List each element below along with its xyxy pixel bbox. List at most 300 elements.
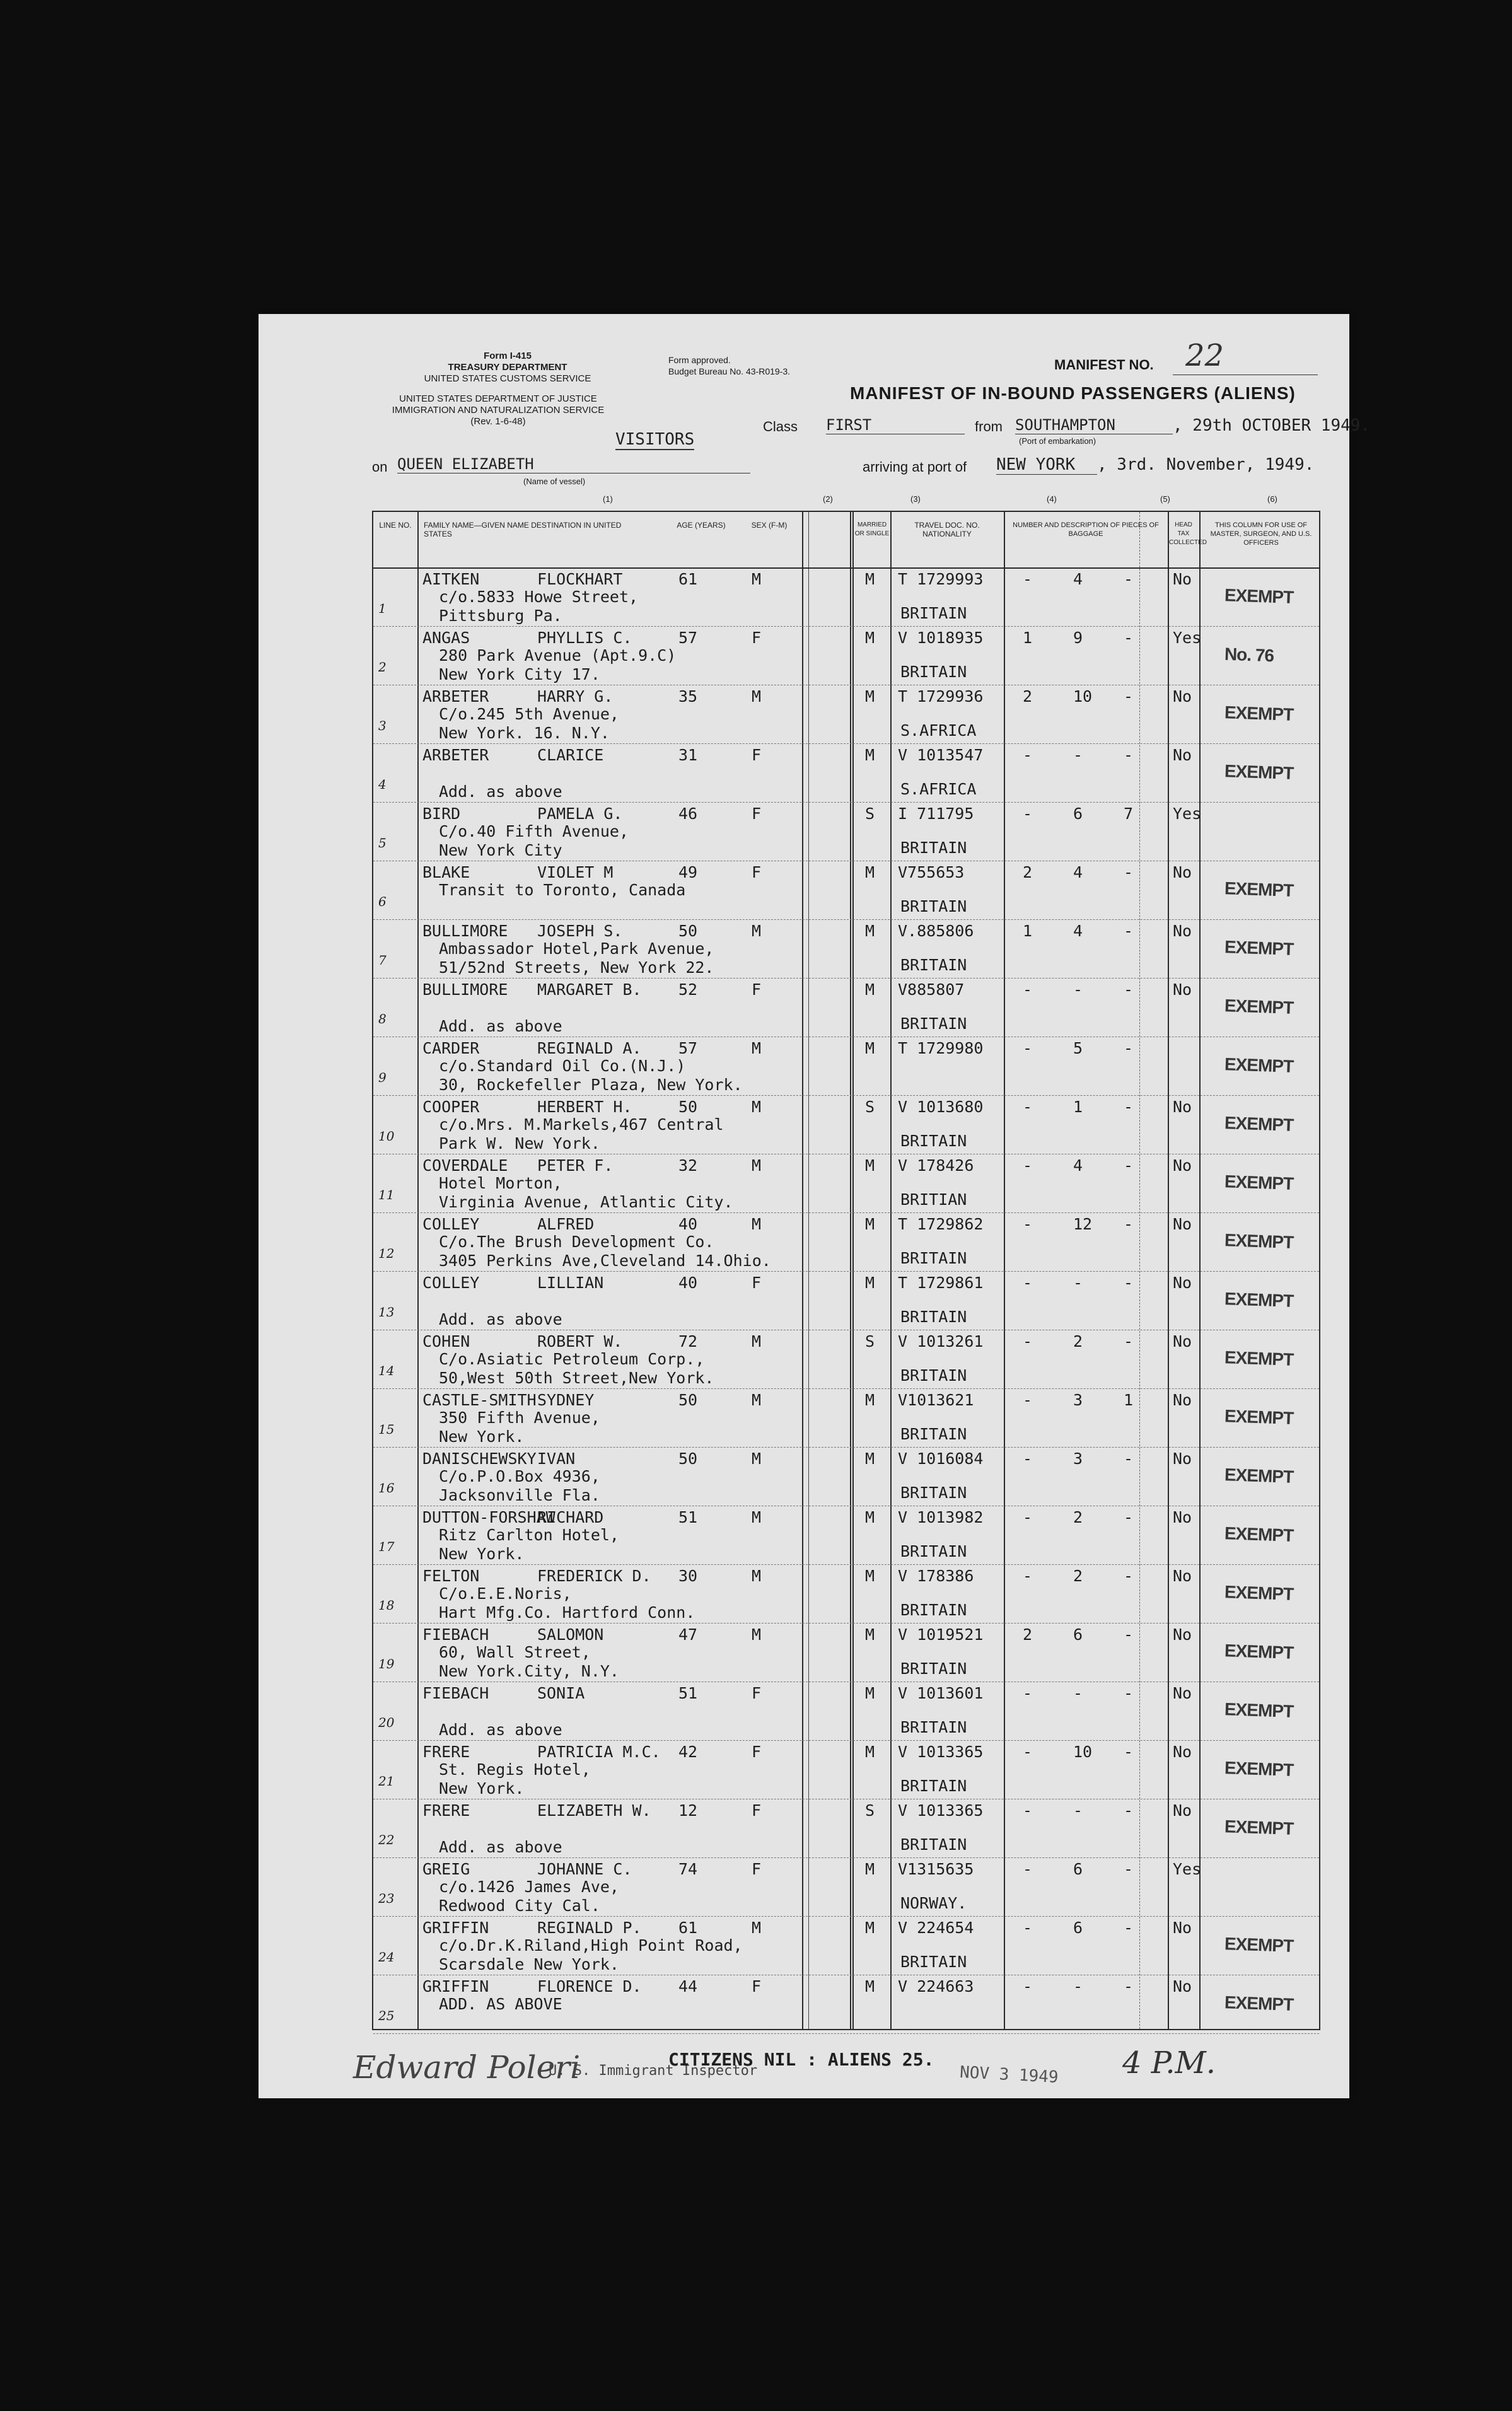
table-row <box>373 1740 1319 1799</box>
age: 44 <box>678 1977 698 1996</box>
head-tax: No <box>1173 1215 1192 1233</box>
destination-address: C/o.The Brush Development Co. 3405 Perkins Ave,Cleveland 14.Ohio. <box>439 1233 771 1270</box>
nationality: BRITAIN <box>900 1484 967 1502</box>
nationality: BRITAIN <box>900 1249 967 1267</box>
exempt-stamp: EXEMPT <box>1224 1758 1294 1780</box>
table-row <box>373 1212 1319 1272</box>
marital-status: M <box>865 746 875 764</box>
age: 51 <box>678 1684 698 1702</box>
departure-date: , 29th OCTOBER 1949. <box>1173 416 1371 435</box>
line-no: 4 <box>378 777 387 792</box>
baggage-count-3: - <box>1124 1274 1134 1292</box>
baggage-count-3: 1 <box>1124 1391 1134 1409</box>
given-name: LILLIAN <box>537 1274 604 1292</box>
arrival-port: NEW YORK <box>996 455 1097 475</box>
line-no: 19 <box>378 1656 395 1671</box>
line-no: 8 <box>378 1011 387 1026</box>
family-name: COLLEY <box>422 1215 480 1233</box>
destination-address: Add. as above <box>439 782 562 801</box>
marital-status: M <box>865 687 875 706</box>
table-row <box>373 1799 1319 1858</box>
family-name: GRIFFIN <box>422 1919 489 1937</box>
table-row <box>373 1447 1319 1506</box>
table-row <box>373 1330 1319 1389</box>
head-tax: No <box>1173 570 1192 588</box>
line-no: 24 <box>378 1949 395 1965</box>
destination-address: c/o.5833 Howe Street, Pittsburg Pa. <box>439 588 639 625</box>
exempt-stamp: EXEMPT <box>1224 878 1294 900</box>
inspector-signature: Edward Poleri <box>353 2049 581 2086</box>
baggage-count-2: 4 <box>1073 1156 1083 1175</box>
family-name: FELTON <box>422 1567 480 1585</box>
baggage-count-1: - <box>1023 1332 1033 1351</box>
destination-address: Add. as above <box>439 1838 562 1856</box>
table-row <box>373 1154 1319 1213</box>
col-number-2: (2) <box>823 494 833 504</box>
nationality: BRITAIN <box>900 1659 967 1678</box>
baggage-count-3: - <box>1124 980 1134 999</box>
head-tax: No <box>1173 1450 1192 1468</box>
family-name: COOPER <box>422 1098 480 1116</box>
baggage-count-2: 2 <box>1073 1332 1083 1351</box>
nationality: BRITAIN <box>900 1014 967 1033</box>
age: 57 <box>678 1039 698 1057</box>
baggage-count-2: 2 <box>1073 1567 1083 1585</box>
line-no: 9 <box>378 1070 387 1085</box>
destination-address: C/o.P.O.Box 4936, Jacksonville Fla. <box>439 1467 600 1504</box>
baggage-count-3: - <box>1124 1039 1134 1057</box>
th-remarks: THIS COLUMN FOR USE OF MASTER, SURGEON, AND U.S. OFFICERS <box>1210 521 1312 547</box>
age: 57 <box>678 629 698 647</box>
line-no: 10 <box>378 1129 395 1144</box>
baggage-count-3: - <box>1124 1215 1134 1233</box>
head-tax: No <box>1173 687 1192 706</box>
exempt-stamp: EXEMPT <box>1224 996 1294 1018</box>
family-name: COHEN <box>422 1332 470 1351</box>
family-name: AITKEN <box>422 570 480 588</box>
sex: M <box>752 1508 762 1526</box>
line-no: 5 <box>378 835 387 851</box>
baggage-count-2: - <box>1073 746 1083 764</box>
vessel-note: (Name of vessel) <box>523 477 586 486</box>
sex: F <box>752 1684 762 1702</box>
sex: M <box>752 570 762 588</box>
travel-doc-no: V 1013680 <box>898 1098 984 1116</box>
family-name: FIEBACH <box>422 1684 489 1702</box>
baggage-count-3: - <box>1124 1156 1134 1175</box>
head-tax: No <box>1173 1391 1192 1409</box>
baggage-count-1: - <box>1023 1508 1033 1526</box>
baggage-count-1: - <box>1023 1567 1033 1585</box>
destination-address: Hotel Morton, Virginia Avenue, Atlantic City. <box>439 1174 733 1211</box>
table-row <box>373 743 1319 803</box>
th-line-no: LINE NO. <box>379 521 412 530</box>
family-name: FIEBACH <box>422 1625 489 1644</box>
marital-status: S <box>865 1098 875 1116</box>
exempt-stamp: EXEMPT <box>1224 585 1294 607</box>
line-no: 7 <box>378 953 387 968</box>
baggage-count-1: 2 <box>1023 1625 1033 1644</box>
from-label: from <box>975 419 1003 434</box>
exempt-stamp: EXEMPT <box>1224 1406 1294 1428</box>
th-baggage: NUMBER AND DESCRIPTION OF PIECES OF BAGGAGE <box>1013 521 1159 538</box>
baggage-count-1: 1 <box>1023 922 1033 940</box>
table-row <box>373 1271 1319 1330</box>
family-name: BLAKE <box>422 863 470 881</box>
age: 49 <box>678 863 698 881</box>
form-number: Form I-415 <box>484 351 532 361</box>
marital-status: M <box>865 1274 875 1292</box>
baggage-count-3: - <box>1124 1684 1134 1702</box>
head-tax: No <box>1173 1274 1192 1292</box>
baggage-count-2: 10 <box>1073 687 1093 706</box>
family-name: ANGAS <box>422 629 470 647</box>
exempt-stamp: EXEMPT <box>1224 1113 1294 1135</box>
baggage-count-3: - <box>1124 1801 1134 1820</box>
destination-address: Add. as above <box>439 1721 562 1739</box>
age: 52 <box>678 980 698 999</box>
table-row <box>373 567 1319 627</box>
marital-status: M <box>865 1625 875 1644</box>
travel-doc-no: T 1729936 <box>898 687 984 706</box>
nationality: S.AFRICA <box>900 721 977 740</box>
baggage-count-1: - <box>1023 1274 1033 1292</box>
age: 50 <box>678 922 698 940</box>
head-tax: Yes <box>1173 629 1202 647</box>
table-row <box>373 1564 1319 1624</box>
age: 47 <box>678 1625 698 1644</box>
family-name: CASTLE-SMITH <box>422 1391 537 1409</box>
nationality: BRITAIN <box>900 1953 967 1971</box>
marital-status: S <box>865 1332 875 1351</box>
dept-treasury: TREASURY DEPARTMENT <box>448 362 567 373</box>
baggage-count-3: - <box>1124 1625 1134 1644</box>
exempt-stamp: EXEMPT <box>1224 1230 1294 1252</box>
head-tax: Yes <box>1173 1860 1202 1878</box>
th-travel-doc: TRAVEL DOC. NO. NATIONALITY <box>914 521 980 538</box>
travel-doc-no: V1013621 <box>898 1391 974 1409</box>
baggage-count-1: 1 <box>1023 629 1033 647</box>
given-name: HERBERT H. <box>537 1098 632 1116</box>
destination-address: Add. as above <box>439 1310 562 1328</box>
baggage-count-3: - <box>1124 1508 1134 1526</box>
travel-doc-no: V1315635 <box>898 1860 974 1878</box>
marital-status: M <box>865 1977 875 1996</box>
head-tax: No <box>1173 980 1192 999</box>
baggage-count-2: 3 <box>1073 1391 1083 1409</box>
given-name: ELIZABETH W. <box>537 1801 651 1820</box>
baggage-count-1: - <box>1023 1391 1033 1409</box>
baggage-count-1: - <box>1023 1098 1033 1116</box>
exempt-stamp: EXEMPT <box>1224 1641 1294 1663</box>
marital-status: M <box>865 1450 875 1468</box>
sex: F <box>752 1977 762 1996</box>
baggage-count-1: 2 <box>1023 687 1033 706</box>
table-row <box>373 685 1319 744</box>
nationality: BRITAIN <box>900 839 967 857</box>
time-note: 4 P.M. <box>1122 2045 1216 2081</box>
table-row <box>373 626 1319 685</box>
family-name: ARBETER <box>422 687 489 706</box>
exempt-stamp: No. 76 <box>1224 644 1274 666</box>
approved-note: Form approved. <box>668 355 731 365</box>
family-name: FRERE <box>422 1801 470 1820</box>
baggage-count-2: 6 <box>1073 1860 1083 1878</box>
baggage-count-1: - <box>1023 1977 1033 1996</box>
baggage-count-1: - <box>1023 1450 1033 1468</box>
head-tax: No <box>1173 1098 1192 1116</box>
baggage-count-1: - <box>1023 1801 1033 1820</box>
dept-customs: UNITED STATES CUSTOMS SERVICE <box>424 373 591 384</box>
sex: F <box>752 746 762 764</box>
age: 50 <box>678 1391 698 1409</box>
head-tax: No <box>1173 1684 1192 1702</box>
inspector-title: U. S. Immigrant Inspector <box>549 2063 758 2079</box>
given-name: JOSEPH S. <box>537 922 623 940</box>
given-name: MARGARET B. <box>537 980 642 999</box>
dept-immigration: IMMIGRATION AND NATURALIZATION SERVICE <box>392 405 605 415</box>
destination-address: 280 Park Avenue (Apt.9.C) New York City 17. <box>439 646 677 683</box>
sex: M <box>752 1391 762 1409</box>
line-no: 13 <box>378 1304 395 1320</box>
baggage-count-3: - <box>1124 629 1134 647</box>
given-name: PETER F. <box>537 1156 614 1175</box>
sex: F <box>752 863 762 881</box>
baggage-count-1: - <box>1023 1684 1033 1702</box>
given-name: PHYLLIS C. <box>537 629 632 647</box>
baggage-count-2: - <box>1073 1977 1083 1996</box>
exempt-stamp: EXEMPT <box>1224 1992 1294 2014</box>
head-tax: No <box>1173 1508 1192 1526</box>
col-number-5: (5) <box>1160 494 1170 504</box>
date-stamp: NOV 3 1949 <box>959 2062 1059 2088</box>
on-label: on <box>372 459 388 475</box>
family-name: DANISCHEWSKY <box>422 1450 537 1468</box>
nationality: BRITIAN <box>900 1190 967 1209</box>
vessel-name: QUEEN ELIZABETH <box>397 455 750 473</box>
table-row <box>373 1623 1319 1682</box>
manifest-no-label: MANIFEST NO. <box>1054 357 1154 373</box>
sex: F <box>752 1801 762 1820</box>
marital-status: M <box>865 1039 875 1057</box>
head-tax: No <box>1173 1919 1192 1937</box>
nationality: BRITAIN <box>900 1601 967 1619</box>
head-tax: No <box>1173 1743 1192 1761</box>
age: 46 <box>678 805 698 823</box>
baggage-count-3: 7 <box>1124 805 1134 823</box>
exempt-stamp: EXEMPT <box>1224 1465 1294 1487</box>
head-tax: No <box>1173 1801 1192 1820</box>
baggage-count-3: - <box>1124 863 1134 881</box>
line-no: 3 <box>378 718 387 733</box>
head-tax: No <box>1173 1625 1192 1644</box>
baggage-count-1: - <box>1023 570 1033 588</box>
baggage-count-1: - <box>1023 746 1033 764</box>
sex: F <box>752 629 762 647</box>
baggage-count-3: - <box>1124 1743 1134 1761</box>
given-name: CLARICE <box>537 746 604 764</box>
manifest-no-value: 22 <box>1185 338 1224 373</box>
travel-doc-no: T 1729993 <box>898 570 984 588</box>
sex: M <box>752 1156 762 1175</box>
given-name: JOHANNE C. <box>537 1860 632 1878</box>
marital-status: M <box>865 1508 875 1526</box>
travel-doc-no: V885807 <box>898 980 965 999</box>
sex: F <box>752 805 762 823</box>
age: 61 <box>678 570 698 588</box>
travel-doc-no: V.885806 <box>898 922 974 940</box>
embarkation-note: (Port of embarkation) <box>1019 436 1096 446</box>
sex: M <box>752 1450 762 1468</box>
line-no: 12 <box>378 1246 395 1261</box>
arrival-date: , 3rd. November, 1949. <box>1097 455 1315 474</box>
nationality: BRITAIN <box>900 956 967 974</box>
sex: M <box>752 687 762 706</box>
line-no: 17 <box>378 1539 395 1554</box>
baggage-count-3: - <box>1124 1098 1134 1116</box>
baggage-count-2: 4 <box>1073 863 1083 881</box>
embarkation-port: SOUTHAMPTON <box>1015 416 1173 434</box>
sex: M <box>752 1332 762 1351</box>
baggage-count-2: 10 <box>1073 1743 1093 1761</box>
given-name: FLOCKHART <box>537 570 623 588</box>
baggage-count-2: - <box>1073 1801 1083 1820</box>
sex: M <box>752 922 762 940</box>
th-name: FAMILY NAME—GIVEN NAME DESTINATION IN UNITED STATES <box>424 521 622 538</box>
baggage-count-2: - <box>1073 1684 1083 1702</box>
family-name: COLLEY <box>422 1274 480 1292</box>
given-name: ALFRED <box>537 1215 595 1233</box>
age: 61 <box>678 1919 698 1937</box>
baggage-count-1: - <box>1023 980 1033 999</box>
line-no: 18 <box>378 1598 395 1613</box>
line-no: 23 <box>378 1891 395 1906</box>
class-label: Class <box>763 419 798 434</box>
destination-address: C/o.40 Fifth Avenue, New York City <box>439 822 629 859</box>
baggage-count-2: 6 <box>1073 805 1083 823</box>
marital-status: M <box>865 1391 875 1409</box>
exempt-stamp: EXEMPT <box>1224 702 1294 724</box>
nationality: BRITAIN <box>900 1308 967 1326</box>
marital-status: M <box>865 980 875 999</box>
sex: M <box>752 1098 762 1116</box>
given-name: SYDNEY <box>537 1391 595 1409</box>
exempt-stamp: EXEMPT <box>1224 1699 1294 1721</box>
travel-doc-no: V 1013365 <box>898 1743 984 1761</box>
baggage-count-3: - <box>1124 1450 1134 1468</box>
family-name: ARBETER <box>422 746 489 764</box>
age: 32 <box>678 1156 698 1175</box>
destination-address: C/o.Asiatic Petroleum Corp., 50,West 50th Street,New York. <box>439 1350 714 1387</box>
age: 35 <box>678 687 698 706</box>
line-no: 1 <box>378 601 387 616</box>
given-name: VIOLET M <box>537 863 614 881</box>
line-no: 25 <box>378 2008 395 2023</box>
destination-address: c/o.1426 James Ave, Redwood City Cal. <box>439 1878 619 1915</box>
head-tax: No <box>1173 1156 1192 1175</box>
baggage-count-2: 12 <box>1073 1215 1093 1233</box>
marital-status: M <box>865 863 875 881</box>
table-row <box>373 919 1319 979</box>
marital-status: M <box>865 1156 875 1175</box>
line-no: 15 <box>378 1422 395 1437</box>
arriving-label: arriving at port of <box>863 459 967 475</box>
travel-doc-no: V 1013547 <box>898 746 984 764</box>
travel-doc-no: V 1018935 <box>898 629 984 647</box>
exempt-stamp: EXEMPT <box>1224 1171 1294 1194</box>
age: 31 <box>678 746 698 764</box>
travel-doc-no: V 224663 <box>898 1977 974 1996</box>
table-row <box>373 1506 1319 1565</box>
age: 40 <box>678 1274 698 1292</box>
sex: F <box>752 1274 762 1292</box>
table-row <box>373 978 1319 1037</box>
age: 50 <box>678 1450 698 1468</box>
marital-status: M <box>865 1215 875 1233</box>
exempt-stamp: EXEMPT <box>1224 1523 1294 1545</box>
family-name: CARDER <box>422 1039 480 1057</box>
sex: F <box>752 1743 762 1761</box>
col-number-1: (1) <box>603 494 613 504</box>
travel-doc-no: V 1013365 <box>898 1801 984 1820</box>
baggage-count-3: - <box>1124 570 1134 588</box>
marital-status: M <box>865 1684 875 1702</box>
head-tax: No <box>1173 746 1192 764</box>
baggage-count-1: - <box>1023 805 1033 823</box>
given-name: IVAN <box>537 1450 576 1468</box>
family-name: FRERE <box>422 1743 470 1761</box>
nationality: NORWAY. <box>900 1894 967 1912</box>
baggage-count-2: - <box>1073 980 1083 999</box>
passenger-table <box>372 511 1320 2030</box>
sex: M <box>752 1625 762 1644</box>
col-number-4: (4) <box>1047 494 1057 504</box>
family-name: BIRD <box>422 805 461 823</box>
head-tax: No <box>1173 1977 1192 1996</box>
marital-status: S <box>865 1801 875 1820</box>
nationality: BRITAIN <box>900 1542 967 1560</box>
table-row <box>373 1975 1319 2034</box>
baggage-count-3: - <box>1124 1860 1134 1878</box>
nationality: BRITAIN <box>900 1132 967 1150</box>
col-number-3: (3) <box>910 494 921 504</box>
given-name: FREDERICK D. <box>537 1567 651 1585</box>
baggage-count-1: - <box>1023 1156 1033 1175</box>
baggage-count-2: 2 <box>1073 1508 1083 1526</box>
age: 12 <box>678 1801 698 1820</box>
age: 30 <box>678 1567 698 1585</box>
travel-doc-no: T 1729980 <box>898 1039 984 1057</box>
line-no: 16 <box>378 1480 395 1496</box>
destination-address: c/o.Dr.K.Riland,High Point Road, Scarsdale New York. <box>439 1936 743 1973</box>
age: 50 <box>678 1098 698 1116</box>
table-row <box>373 1095 1319 1154</box>
given-name: SONIA <box>537 1684 585 1702</box>
marital-status: M <box>865 570 875 588</box>
baggage-count-2: 5 <box>1073 1039 1083 1057</box>
travel-doc-no: V 1019521 <box>898 1625 984 1644</box>
marital-status: M <box>865 1567 875 1585</box>
class-value: FIRST <box>826 416 965 434</box>
th-sex: SEX (F-M) <box>751 521 788 530</box>
baggage-count-3: - <box>1124 746 1134 764</box>
th-married: MARRIED OR SINGLE <box>854 521 890 537</box>
given-name: PATRICIA M.C. <box>537 1743 661 1761</box>
marital-status: M <box>865 1860 875 1878</box>
head-tax: No <box>1173 922 1192 940</box>
destination-address: C/o.245 5th Avenue, New York. 16. N.Y. <box>439 705 619 742</box>
travel-doc-no: V 1013601 <box>898 1684 984 1702</box>
